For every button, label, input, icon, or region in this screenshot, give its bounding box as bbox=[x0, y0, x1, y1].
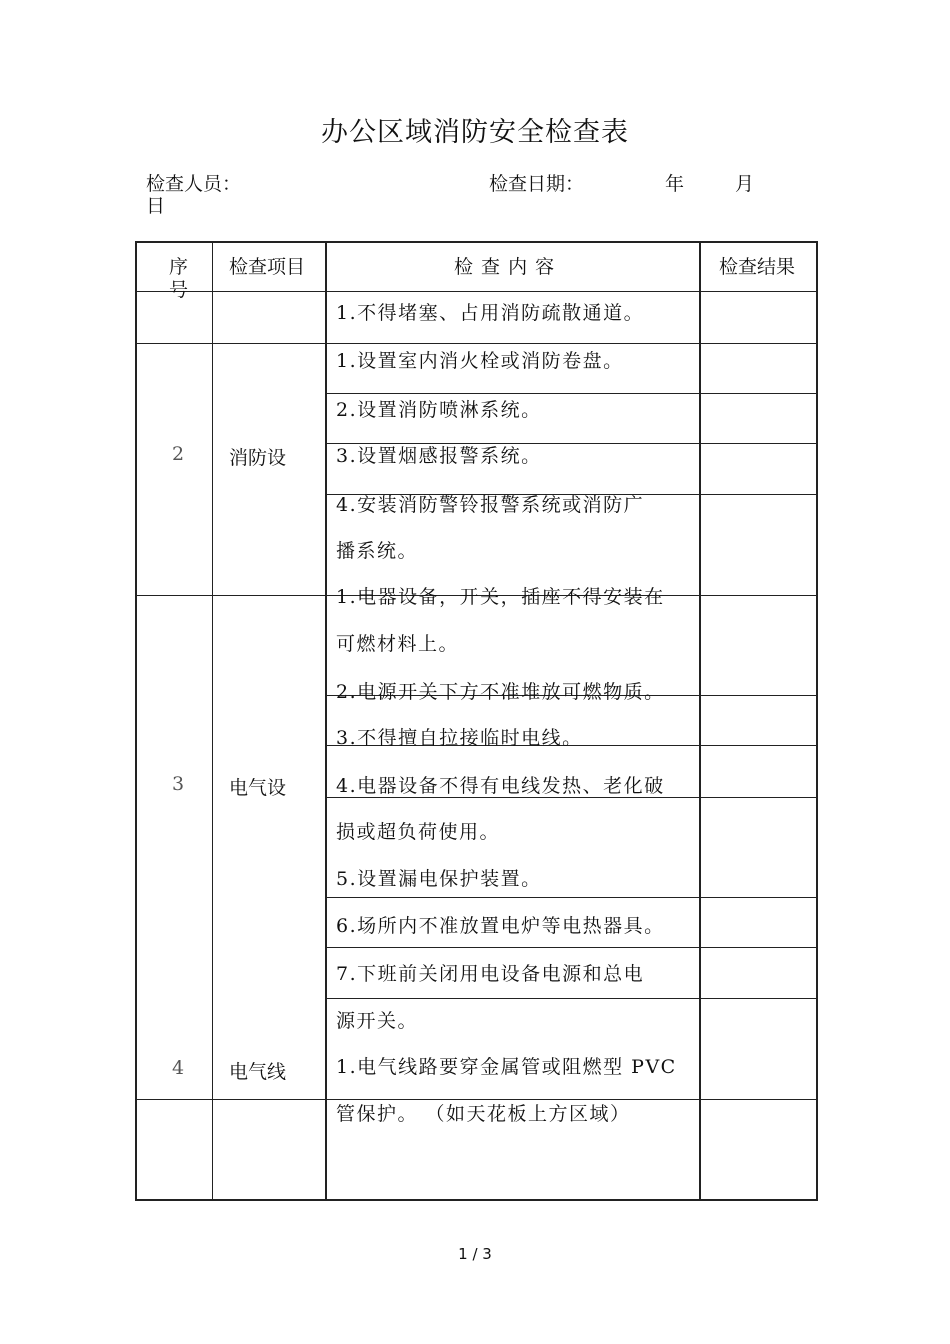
row3-content-6: 6.场所内不准放置电炉等电热器具。 bbox=[336, 915, 665, 937]
month-label: 月 bbox=[735, 173, 755, 195]
row3-seq: 3 bbox=[172, 773, 185, 795]
row2-content-3: 3.设置烟感报警系统。 bbox=[336, 445, 542, 467]
date-label: 检查日期： bbox=[489, 173, 585, 195]
row3-content-2: 2.电源开关下方不准堆放可燃物质。 bbox=[336, 681, 665, 703]
column-divider bbox=[325, 241, 327, 1201]
row3-content-1b: 可燃材料上。 bbox=[336, 633, 460, 655]
table-right-border bbox=[816, 241, 818, 1201]
subrow-divider bbox=[325, 897, 817, 898]
row2-content-4b: 播系统。 bbox=[336, 540, 419, 562]
subrow-divider bbox=[325, 947, 817, 948]
row3-content-4b: 损或超负荷使用。 bbox=[336, 821, 501, 843]
row3-content-7a: 7.下班前关闭用电设备电源和总电 bbox=[336, 963, 645, 985]
row2-content-1: 1.设置室内消火栓或消防卷盘。 bbox=[336, 350, 624, 372]
row-divider bbox=[135, 343, 817, 344]
document-title: 办公区域消防安全检查表 bbox=[321, 117, 629, 148]
row2-item: 消防设 bbox=[229, 447, 287, 469]
table-top-border bbox=[135, 241, 817, 243]
row4-seq: 4 bbox=[172, 1057, 185, 1079]
row2-content-4a: 4.安装消防警铃报警系统或消防广 bbox=[336, 494, 645, 516]
row-divider bbox=[135, 291, 817, 292]
inspector-label: 检查人员： bbox=[146, 173, 242, 195]
row1-content-1: 1.不得堵塞、占用消防疏散通道。 bbox=[336, 302, 645, 324]
row4-content-1b: 管保护。 （如天花板上方区域） bbox=[336, 1103, 631, 1125]
year-label: 年 bbox=[665, 173, 685, 195]
day-label: 日 bbox=[146, 195, 166, 217]
row3-content-7b: 源开关。 bbox=[336, 1010, 419, 1032]
row4-item: 电气线 bbox=[229, 1061, 287, 1083]
column-header-content: 检 查 内 容 bbox=[454, 256, 556, 278]
row4-content-1a: 1.电气线路要穿金属管或阻燃型 PVC bbox=[336, 1056, 677, 1078]
row3-content-3: 3.不得擅自拉接临时电线。 bbox=[336, 727, 583, 749]
column-header-seq: 序号 bbox=[169, 256, 189, 301]
column-divider bbox=[212, 241, 213, 1201]
row2-seq: 2 bbox=[172, 443, 185, 465]
row3-content-4a: 4.电器设备不得有电线发热、老化破 bbox=[336, 775, 665, 797]
column-header-item: 检查项目 bbox=[229, 256, 306, 278]
row3-content-5: 5.设置漏电保护装置。 bbox=[336, 868, 542, 890]
row3-item: 电气设 bbox=[229, 777, 287, 799]
table-left-border bbox=[135, 241, 137, 1201]
column-header-result: 检查结果 bbox=[719, 256, 796, 278]
column-divider bbox=[699, 241, 701, 1201]
subrow-divider bbox=[325, 998, 817, 999]
row3-content-1a: 1.电器设备，开关，插座不得安装在 bbox=[336, 586, 665, 608]
table-bottom-border bbox=[135, 1199, 817, 1201]
row2-content-2: 2.设置消防喷淋系统。 bbox=[336, 399, 542, 421]
subrow-divider bbox=[325, 393, 817, 394]
page-number: 1 / 3 bbox=[458, 1245, 492, 1263]
